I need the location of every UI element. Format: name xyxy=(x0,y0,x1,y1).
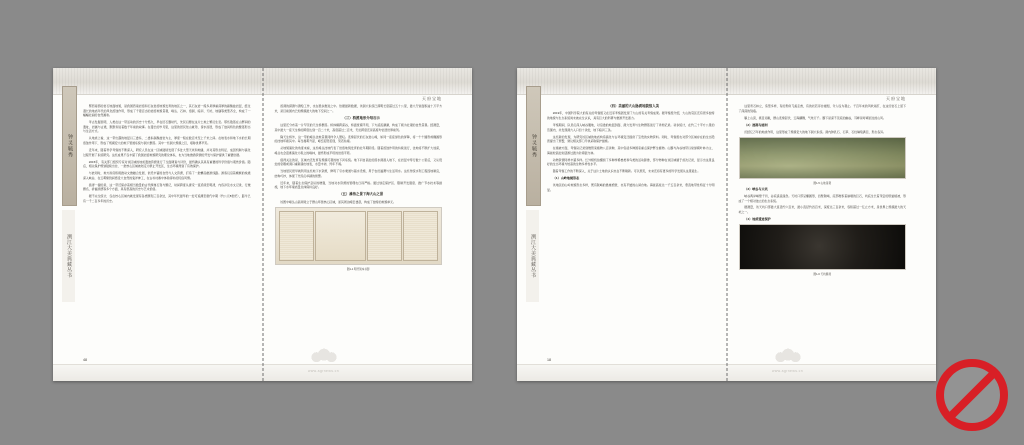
sub-heading: （2）溶洞与暗河 xyxy=(744,122,768,127)
paragraph: 历经亿万年的地质作用，这里形成了规模宏大的地下洞穴系统。洞内钟乳石、石笋、石柱琳琅满目，形态各异。 xyxy=(744,129,886,134)
figure-caption: 图1-5 山地景观 xyxy=(813,181,831,185)
paragraph: 从地质上看，这一带出露的地层以三叠系、二叠系碳酸盐岩为主，厚度一般在数百米至上千米之间。在地表水和地下水的长期溶蚀作用下，形成了规模宏大的地下管道系统与洞穴群落。其中一些洞穴规模之巨，堪称世界罕见。 xyxy=(83,136,251,145)
series-tab-left: 溯江大美典藏丛书 xyxy=(62,210,75,302)
paragraph: 从地貌演化的角度来看，这些峰丛洼地代表了岩溶地貌发育的壮年期阶段。随着溶蚀作用的持续进行，洼地将不断扩大加深，峰丛也会逐渐演化为孤立的峰林，最终形成平坦的岩溶平原。 xyxy=(274,146,442,155)
sub-heading: （3）峡谷与天坑 xyxy=(744,186,768,191)
watermark-text: www.agrnews.cn xyxy=(307,369,340,373)
paragraph: 当地居民很早就利用这些地下水资源，修筑了引水渠道与蓄水设施，用于农田灌溉与生活用水。这些传统水利工程因地制宜，结构巧妙，体现了先民们卓越的智慧。 xyxy=(274,169,442,178)
body-column-right-2 xyxy=(739,104,907,134)
paragraph: 2015年，有关部门组织专家对该区域的地质遗迹资源进行了全面调查与评价，最终确认其具有重要的科学价值与观赏价值。随后，相关保护规划陆续出台，一批核心区域被划定为禁止开发区，生态环境得到了有效保护。 xyxy=(83,159,251,169)
paragraph: 在植被方面，考察队记录到维管束植物八百余种，其中包括多种国家重点保护野生植物。山脚与沟谷地带以常绿阔叶林为主，海拔较高处则逐渐过渡为针阔混交林。 xyxy=(547,146,715,155)
section-heading: （四）美丽的大山脉质地貌惊人美 xyxy=(608,104,660,108)
paragraph: 这里还分布着一片罕见的天生桥群落。桥体横跨深谷，桥面宽阔平坦，下方溪流潺潺，构成了极为壮观的自然景观。经测量，其中最大一座天生桥的跨度达到一百二十米，高度超过二百米，无论跨度还是高度均位居世界前列。 xyxy=(274,122,442,132)
paragraph: 据不完全统计，仅在核心区域内就发现有各类题刻三百余处，其中年代最早的一处可追溯至唐代中期（约公元8世纪），距今已有一千二百多年的历史。 xyxy=(83,194,251,203)
page-left-18 xyxy=(517,94,727,365)
figure-caption: 图1-1 明代刻本书影 xyxy=(346,267,370,271)
figure-ancient-book xyxy=(275,207,443,265)
paragraph: 峡谷两岸峭壁千仞，谷底溪流湍急。天坑口部呈椭圆形，四壁陡峭，底部堆积着崩塌的巨石，坑底生长着茂密的原始植被，形成了一个相对独立的生态系统。 xyxy=(738,193,906,203)
body-column-left-2 xyxy=(547,104,715,192)
paragraph: 攀上山顶，极目远眺，群山连绵起伏，云海翻腾，气象万千。脚下是深不见底的幽谷，耳畔是呼啸而过的山风。 xyxy=(744,115,886,120)
chapter-tab-right: 钟灵毓秀 xyxy=(526,86,541,206)
paragraph: 这里奇石林立，造型多样，有的形似飞禽走兽，有的状若亭台楼阁，令人叹为观止。千百年来的风吹雨打，在这些岩石上留下了深深的刻痕。 xyxy=(738,104,906,113)
paragraph: 考察期间，队员们深入峡谷腹地，对沿途的地层剖面、洞穴发育与生物群落进行了详细记录。初步统计，在约三十平方公里的范围内，共发现洞穴入口四十余处，地下暗河三条。 xyxy=(547,122,715,132)
figure-mountain-landscape xyxy=(739,137,907,179)
paragraph: 随着考察工作的不断深入，关于这片土地的认识也在不断刷新。可以预见，未来还将有更多的科学发现从这里诞生。 xyxy=(552,169,701,174)
body-column-right-2b xyxy=(739,187,907,222)
paragraph: 除天生桥外，这一带的峰丛洼地景观同样令人赞叹。连绵起伏的石灰岩山峰，如同一座座绿色的屏障，将一个个圆形或椭圆形的洼地环抱其中。每当晨雾升起，峰峦若隐若现，宛若仙境。 xyxy=(274,134,442,144)
paragraph: 2019年，中国科学院大的有关的考察组又在近邻考察团发现了大山的有关考察成果。据考察组介绍，大山的景区还有很多独特的地貌与生态系统尚未被完全认识，具有巨大的科研与旅游开发潜力。 xyxy=(547,111,715,120)
page-number-left: 48 xyxy=(83,358,87,362)
paragraph: 该图中峰丛山高耸陡立于群山环绕核心区域，而其周边峰峦叠起，构成了独特的地貌单元。 xyxy=(280,199,396,204)
figure-panel xyxy=(403,211,438,261)
page-number-right-spread: 18 xyxy=(547,358,551,362)
paragraph: 这些新的发现，为研究该区域的地质构造演化与古环境变迁提供了宝贵的实物资料。同时，考察组也对部分区域存在的生态隐患提出了预警，建议相关部门尽快采取保护措施。 xyxy=(547,134,715,144)
watermark-text: www.agrnews.cn xyxy=(771,369,804,373)
no-entry-icon xyxy=(936,359,1008,431)
figure-panel xyxy=(315,211,367,261)
figure-panel xyxy=(279,211,314,261)
paragraph: 考古发掘表明，人类在这一带活动的历史十分悠久，早在旧石器时代，先民们便在这片土地上繁衍生息。那些散落在山野间的遗址、岩画与古道，默默诉说着数千年前的故事。在漫长的岁月里，这里的居民依山就势，傍水而居，形成了独具特色的聚落形态与生活方式。 xyxy=(83,120,251,134)
running-head-right: 天府宝地 xyxy=(422,96,442,101)
chapter-tab-left: 钟灵毓秀 xyxy=(62,86,77,206)
paragraph: 鄂西南部的岩石地面地貌，是我国西南岩溶和石灰岩溶地貌发育的地区之一，其石灰岩一般多是厚重深厚的碳酸盐岩层，经过漫长的地质年代的风化溶蚀作用，形成了千姿百态的岩溶地貌景观，峰丛、石林、溶洞、暗河、天坑、地缝等类型齐全，构成了一幅幅壮丽的自然画卷。 xyxy=(83,104,251,118)
body-column-left xyxy=(83,104,251,203)
page-left-48 xyxy=(53,94,263,365)
body-column-right xyxy=(275,104,443,204)
figure-tiankeng-aerial xyxy=(739,224,907,270)
figure-panel xyxy=(367,211,402,261)
page-right-19 xyxy=(727,94,937,365)
paragraph: 与此同时，地方政府积极推动文旅融合发展，依托丰富的自然与人文资源，打造了一批精品旅游线路。游客们沿着蜿蜒的栈道深入峡谷，在云雾缭绕间感受大自然的鬼斧神工，在古朴村寨中体验淳朴的民俗风情。 xyxy=(83,171,251,180)
paragraph: 值得关注的是，区域内还发育有规模可观的地下河系统。地下河自高处的落水洞潜入地下，在岩层中穿行数十公里后，又从低处的泉眼或洞口重新涌出地表，水量丰沛，终年不竭。 xyxy=(274,157,442,167)
paragraph: 近年来，随着科学考察的不断深入，研究人员在这一区域陆续发现了多处大型天坑和地缝，并对其形态特征、成因机制与演化过程开展了系统研究。这些成果不仅丰富了我国岩溶地貌研究的理论体系，也为当地旅游资源的开发与保护提供了重要依据。 xyxy=(83,147,251,157)
sub-heading: （1）山岭地貌形态 xyxy=(552,176,580,181)
figure-caption: 图1-6 天坑俯视 xyxy=(813,273,831,277)
section-heading: （五）雄伟之景下海大山之景 xyxy=(339,192,384,197)
section-heading: （三）桥渡地形介绍石示 xyxy=(342,115,380,120)
page-right-49 xyxy=(263,94,473,365)
paragraph: 近年来，随着生态保护意识的增强，当地对水资源的管理也日趋严格。通过划定保护区、限制开发强度、推广节水技术等措施，地下水环境质量总体保持良好。 xyxy=(274,180,442,190)
paragraph: 动物资源同样丰富多样。红外相机拍摄到了多种珍稀兽类和鸟类的活动影像，部分物种在该区域属于首次记录，显示出这里良好的生态环境与较高的生物多样性水平。 xyxy=(547,157,715,167)
paragraph: 该地区的山岭地貌形态多样，既有陡峭的悬崖绝壁，也有平缓的山间台地。海拔高差达一千五百余米，垂直地带性特征十分明显。 xyxy=(547,183,715,192)
book-spread-right xyxy=(517,68,936,381)
book-spread-left xyxy=(53,68,472,381)
series-tab-right: 溯江大美典藏丛书 xyxy=(526,210,539,302)
sub-heading: （4）地质遗迹保护 xyxy=(744,217,771,222)
running-head-right-2: 天府宝地 xyxy=(886,96,906,101)
paragraph: 据测量，该天坑口部最大直径约六百米，最小直径约四百米，深度达三百余米，容积超过一亿立方米，是世界上规模最大的天坑之一。 xyxy=(738,205,906,215)
paragraph: 值得一提的是，这一带还保存着相当数量的古代摩崖石刻与题记，时间跨度从唐宋一直延续至明清，内容涉及水文记录、行旅题名、祈福颂德等多个方面，具有很高的历史与艺术价值。 xyxy=(83,182,251,192)
paragraph: 溶洞的探测与测绘工作，也在稳步推进之中。依据最新数据，该洞穴系统已探明长度超过五十公里，最大厅堂面积逾十万平方米，是目前国内已知规模最大的地下空间之一。 xyxy=(274,104,442,113)
